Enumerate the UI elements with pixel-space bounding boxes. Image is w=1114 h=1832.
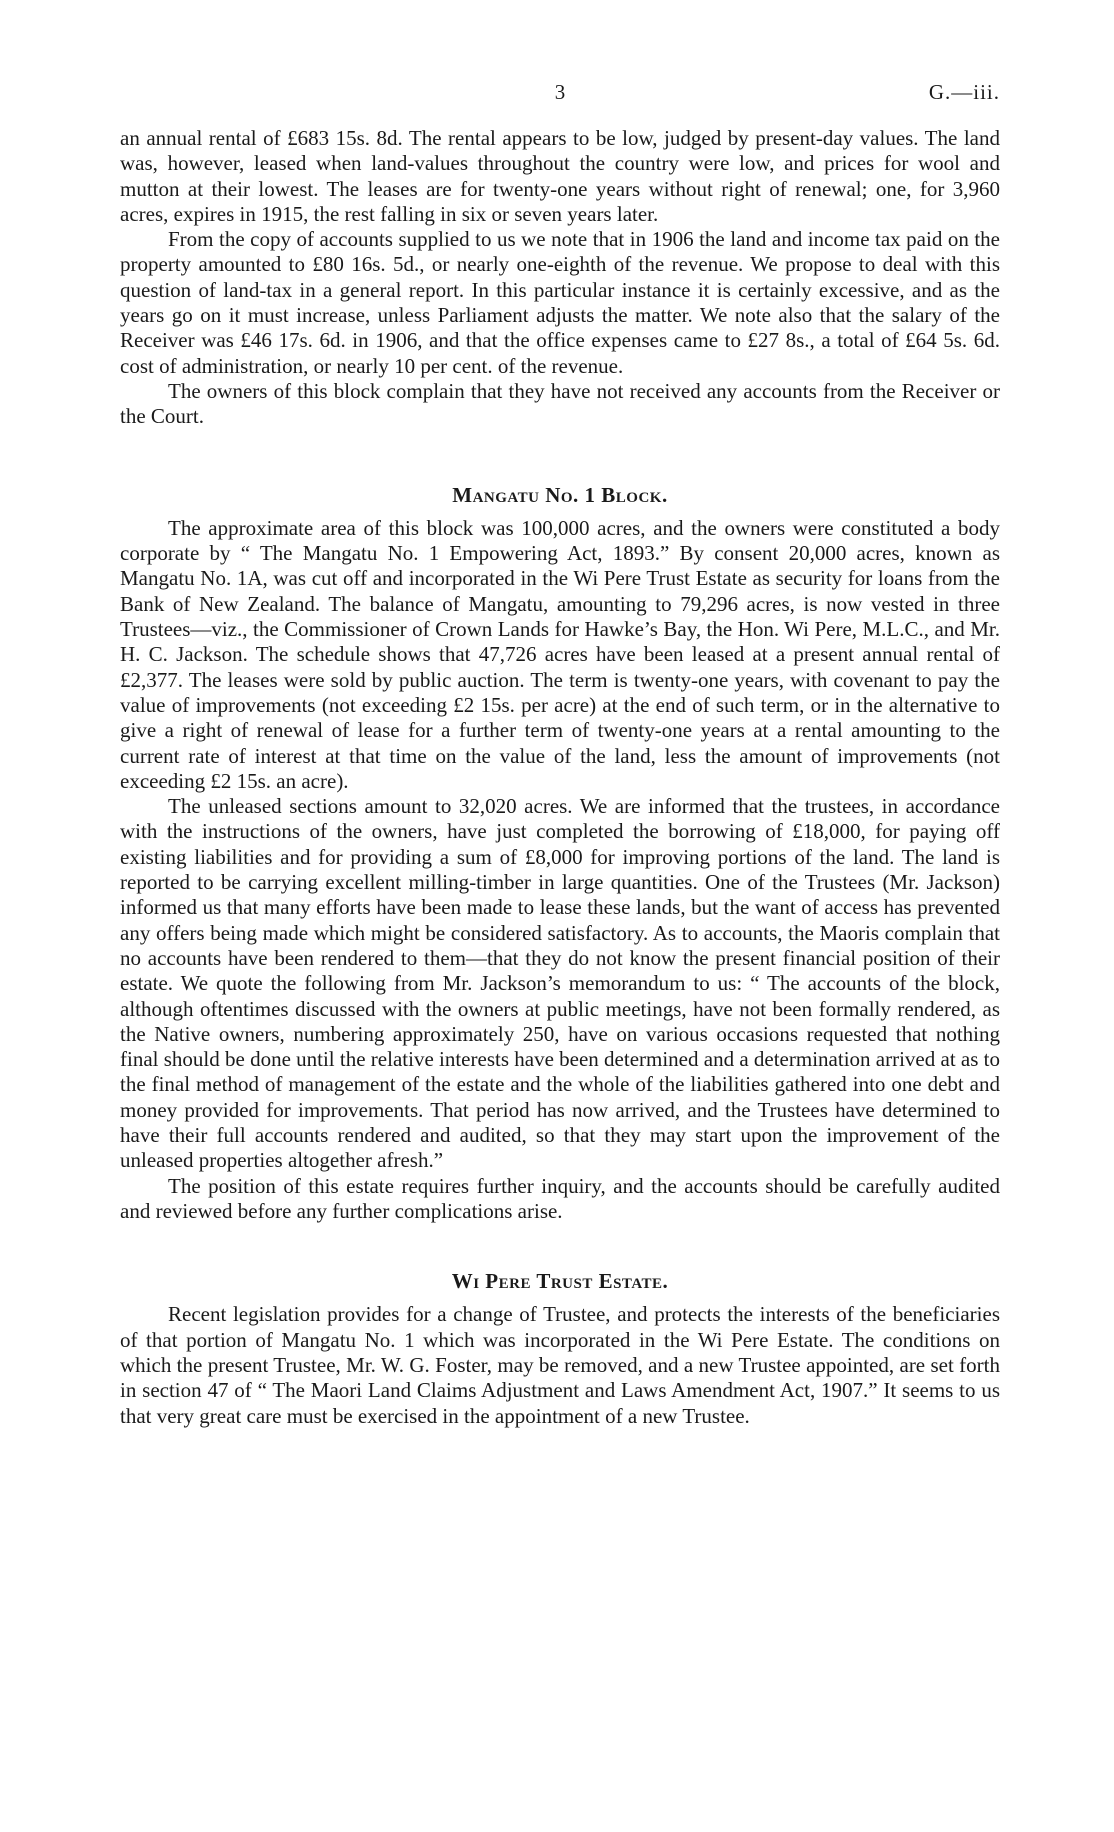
document-reference: G.—iii. [928, 80, 1000, 104]
paragraph-mangatu-unleased: The unleased sections amount to 32,020 acres. We are informed that the trustees, in accordance with the instructions of the owners, have just completed the borrowing of £18,000, for paying off existing liabilities and for providing a sum of £8,000 for improving portions of the land. The land is reported to be carrying excellent milling-timber in large quantities. One of the Trustees (Mr. Jackson) informed us that many efforts have been made to lease these lands, but the want of access has prevented any offers being made which might be considered satisfactory. As to accounts, the Maoris complain that no accounts have been rendered to them—that they do not know the present financial position of their estate. We quote the following from Mr. Jackson’s memorandum to us: “ The accounts of the block, although oftentimes discussed with the owners at public meetings, have not been formally rendered, as the Native owners, numbering approximately 250, have on various occasions requested that nothing final should be done until the relative interests have been determined and a determination arrived at as to the final method of management of the estate and the whole of the liabilities gathered into one debt and money provided for improvements. That period has now arrived, and the Trustees have determined to have their full accounts rendered and audited, so that they may start upon the improvement of the unleased properties altogether afresh.” [120, 794, 1000, 1173]
report-body [120, 126, 1000, 1429]
page-header [120, 80, 1000, 110]
heading-wi-pere-trust: Wi Pere Trust Estate. [451, 1269, 669, 1294]
paragraph-land-tax: From the copy of accounts supplied to us we note that in 1906 the land and income tax paid on the property amounted to £80 16s. 5d., or nearly one-eighth of the revenue. We propose to deal with this question of land-tax in a general report. In this particular instance it is certainly excessive, and as the years go on it must increase, unless Parliament adjusts the matter. We note also that the salary of the Receiver was £46 17s. 6d. in 1906, and that the office expenses came to £27 8s., a total of £64 5s. 6d. cost of administration, or nearly 10 per cent. of the revenue. [120, 227, 1000, 378]
paragraph-rental: an annual rental of £683 15s. 8d. The rental appears to be low, judged by present-day values. The land was, however, leased when land-values throughout the country were low, and prices for wool and mutton at their lowest. The leases are for twenty-one years without right of renewal; one, for 3,960 acres, expires in 1915, the rest falling in six or seven years later. [120, 126, 1000, 226]
paragraph-owners-complaint: The owners of this block complain that they have not received any accounts from the Receiver or the Court. [120, 378, 1000, 429]
paragraph-wi-pere-trustee: Recent legislation provides for a change of Trustee, and protects the interests of the beneficiaries of that portion of Mangatu No. 1 which was incorporated in the Wi Pere Estate. The conditions on which the present Trustee, Mr. W. G. Foster, may be removed, and a new Trustee appointed, are set forth in section 47 of “ The Maori Land Claims Adjustment and Laws Amendment Act, 1907.” It seems to us that very great care must be exercised in the appointment of a new Trustee. [120, 1302, 1000, 1428]
page-number: 3 [554, 80, 566, 104]
paragraph-mangatu-area: The approximate area of this block was 100,000 acres, and the owners were constituted a body corporate by “ The Mangatu No. 1 Empowering Act, 1893.” By consent 20,000 acres, known as Mangatu No. 1A, was cut off and incorporated in the Wi Pere Trust Estate as security for loans from the Bank of New Zealand. The balance of Mangatu, amounting to 79,296 acres, is now vested in three Trustees—viz., the Commissioner of Crown Lands for Hawke’s Bay, the Hon. Wi Pere, M.L.C., and Mr. H. C. Jackson. The schedule shows that 47,726 acres have been leased at a present annual rental of £2,377. The leases were sold by public auction. The term is twenty-one years, with covenant to pay the value of improvements (not exceeding £2 15s. per acre) at the end of such term, or in the alternative to give a right of renewal of lease for a further term of twenty-one years at a rental amounting to the current rate of interest at that time on the value of the land, less the amount of improvements (not exceeding £2 15s. an acre). [120, 515, 1000, 793]
paragraph-mangatu-inquiry: The position of this estate requires further inquiry, and the accounts should be carefully audited and reviewed before any further complications arise. [120, 1173, 1000, 1223]
heading-mangatu-block: Mangatu No. 1 Block. [452, 482, 668, 507]
